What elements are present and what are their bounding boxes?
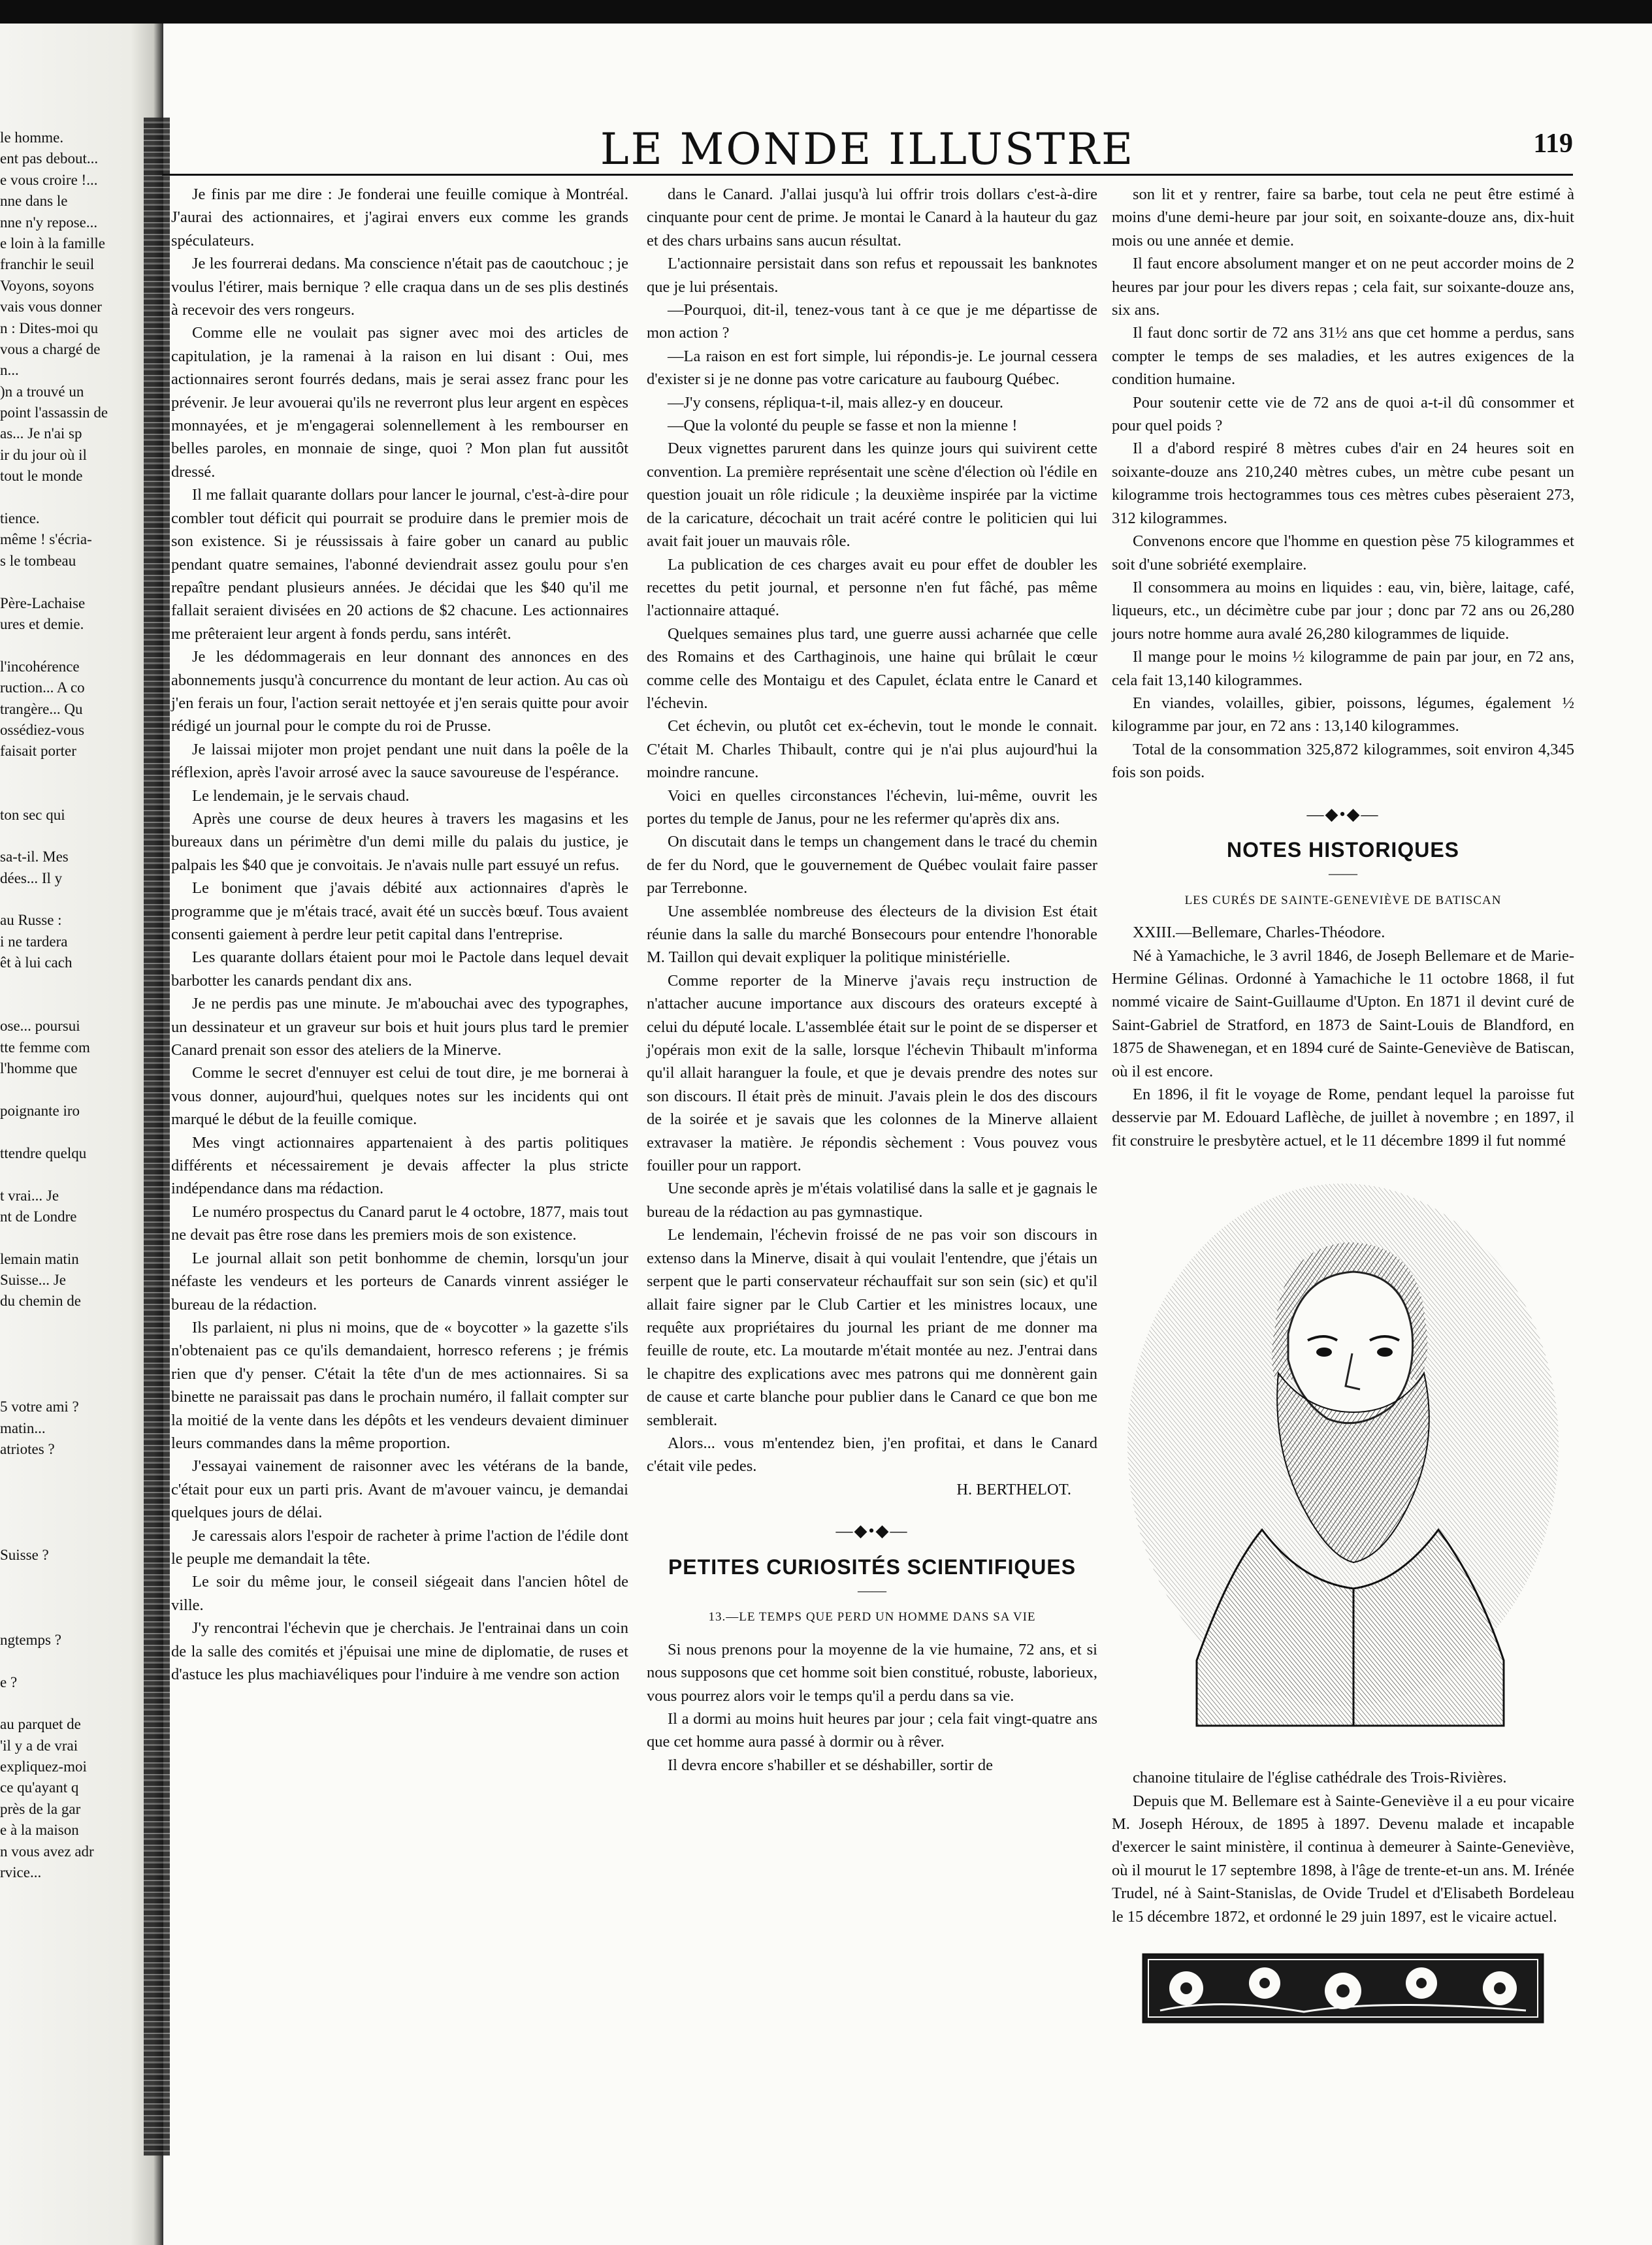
fragment-line: Voyons, soyons [0,277,94,294]
paragraph: Je laissai mijoter mon projet pendant une nuit dans la poêle de la réflexion, après l'avoir arrosé avec la sauce savoureuse de l'espérance. [171,740,628,782]
article-column-1 [171,183,628,1686]
paragraph: J'essayai vainement de raisonner avec les vétérans de la bande, c'était pour eux un parti pris. Avant de m'avouer vaincu, je demandai quelques jours de délai. [171,1457,628,1522]
curiosites-body [647,1638,1097,1777]
fragment-line: atriotes ? [0,1441,55,1458]
fragment-line: l'incohérence [0,658,80,675]
title-rule: —— [858,1581,886,1598]
paragraph: Voici en quelles circonstances l'échevin, lui-même, ouvrit les portes du temple de Janus, pour ne les refermer qu'après dix ans. [647,786,1097,828]
fragment-line: ttendre quelqu [0,1144,87,1161]
fragment-line: e vous croire !... [0,171,98,188]
fragment-line [0,1122,157,1142]
page-top-edge [0,0,1652,24]
paragraph: Il a d'abord respiré 8 mètres cubes d'air en 24 heures soit en soixante-douze ans 210,240 mètres cubes, un mètre cube pesant un kilogramme trois hectogrammes tous ces mètres cubes pèseraient 273, 312 kilogrammes. [1112,440,1574,527]
fragment-line: nne n'y repose... [0,214,98,231]
paragraph: Comme reporter de la Minerve j'avais reçu instruction de n'attacher aucune importance aux discours des orateurs excepté à celui du député locale. L'assemblée était sur le point de se disperser et j'opérais mon exit de la salle, lorsque l'échevin Thibault m'informa qu'il allait haranguer la foule, et que je devais prendre des notes sur son discours. Il était près de minuit. J'avais plein le dos des discours de la soirée et je savais que les colonnes de la Minerve allaient extravaser la matière. Je répondis sèchement : Vous pouvez vous fouiller pour un rapport. [647,971,1097,1175]
fragment-line: le homme. [0,129,64,146]
paragraph: Convenons encore que l'homme en question pèse 75 kilogrammes et soit d'une sobriété exemplaire. [1112,532,1574,573]
fragment-line [0,1080,157,1101]
fragment-line: Suisse... Je [0,1272,66,1289]
fragment-line: ent pas debout... [0,150,99,167]
fragment-line: poignante iro [0,1102,80,1119]
section-ornament: —◆•◆— [1306,804,1380,824]
paragraph: Il consommera au moins en liquides : eau, vin, bière, laitage, café, liqueurs, etc., un décimètre cube par jour ; donc par 72 ans ou 26,280 jours notre homme aura avalé 26,280 kilogrammes de liquide. [1112,578,1574,643]
curiosites-continuation [1112,183,1574,784]
paragraph: Le boniment que j'avais débité aux actionnaires d'après le programme que je m'étais tracé, avait été un succès bœuf. Tous avaient consenti gaiement à perdre leur petit capital dans l'entreprise. [171,879,628,943]
article-continuation [647,183,1097,1478]
paragraph: Né à Yamachiche, le 3 avril 1846, de Joseph Bellemare et de Marie-Hermine Gélinas. Ordonné à Yamachiche le 11 octobre 1868, il fut nommé vicaire de Saint-Guillaume d'Upton. En 1871 il devint curé de Saint-Gabriel de Stratford, en 1873 de Saint-Louis de Blandford, en 1875 de Shawenegan, et en 1894 curé de Sainte-Geneviève de Batiscan, où il est encore. [1112,946,1574,1080]
paragraph: Comme elle ne voulait pas signer avec moi des articles de capitulation, je la ramenai à la raison en lui disant : Oui, mes actionnaires seront fourrés dedans, mais je serai assez franc pour les prévenir. Je leur avouerai qu'ils ne reverront plus leur argent en espèces monnayées, et je m'engagerai solennellement à les rembourser en belles paroles, en monnaie de singe, quoi ? Mon plan fut aussitôt dressé. [171,324,628,481]
fragment-line: matin... [0,1419,46,1436]
fragment-line: ose... poursui [0,1018,80,1035]
fragment-line: as... Je n'ai sp [0,425,82,442]
fragment-line: 'il y a de vrai [0,1737,78,1754]
fragment-line: Suisse ? [0,1547,49,1564]
paragraph: Une assemblée nombreuse des électeurs de la division Est était réunie dans la salle du marché Bonsecours pour entendre l'honorable M. Taillon qui devait expliquer la politique ministérielle. [647,902,1097,967]
fragment-line: ce qu'ayant q [0,1779,79,1796]
fragment-line [0,1461,157,1481]
fragment-line [0,826,157,847]
fragment-line: s le tombeau [0,552,76,569]
paragraph: En viandes, volailles, gibier, poissons, légumes, également ½ kilogramme par jour, en 72 ans : 13,140 kilogrammes. [1112,694,1574,735]
notes-body-continued [1112,1766,1574,1928]
fragment-line [0,1164,157,1185]
fragment-line: ir du jour où il [0,446,87,463]
fragment-line [0,1651,157,1672]
fragment-line [0,1355,157,1376]
section-subtitle: 13.—LE TEMPS QUE PERD UN HOMME DANS SA VIE [708,1610,1036,1624]
fragment-line [0,572,157,592]
paragraph: Il mange pour le moins ½ kilogramme de pain par jour, en 72 ans, cela fait 13,140 kilogrammes. [1112,648,1574,689]
paragraph: L'actionnaire persistait dans son refus et repoussait les banknotes que je lui présentais. [647,255,1097,296]
fragment-line: rvice... [0,1864,42,1881]
paragraph: On discutait dans le temps un changement dans le tracé du chemin de fer du Nord, que le gouvernement de Québec voulait faire passer par Terrebonne. [647,833,1097,897]
fragment-line: dées... Il y [0,869,63,886]
fragment-line: 5 votre ami ? [0,1398,79,1415]
section-title-curiosites: PETITES CURIOSITÉS SCIENTIFIQUES [668,1555,1077,1579]
paragraph: Le journal allait son petit bonhomme de chemin, lorsqu'un jour néfaste les vendeurs et les porteurs de Canards vinrent assiéger le bureau de la rédaction. [171,1249,628,1314]
title-rule: —— [1329,865,1357,882]
fragment-line: n... [0,362,19,379]
fragment-line: i ne tardera [0,933,68,950]
fragment-line: )n a trouvé un [0,383,84,400]
fragment-line: vais vous donner [0,299,102,315]
fragment-line: près de la gar [0,1800,81,1817]
fragment-line [0,635,157,656]
fragment-line [0,1312,157,1333]
paragraph: Il faut encore absolument manger et on ne peut accorder moins de 2 heures par jour pour les divers repas ; cela fait, sur soixante-douze ans, six ans. [1112,255,1574,319]
paragraph: son lit et y rentrer, faire sa barbe, tout cela ne peut être estimé à moins d'une demi-heure par jour soit, en soixante-douze ans, dix-huit mois ou une année et demie. [1112,186,1574,250]
masthead-rule [162,174,1573,176]
paragraph: Les quarante dollars étaient pour moi le Pactole dans lequel devait barbotter les canards pendant dix ans. [171,948,628,990]
fragment-line [0,783,157,804]
fragment-line: e loin à la famille [0,234,105,251]
author-signature: H. BERTHELOT. [956,1480,1071,1498]
book-binding-shadow [144,118,170,2156]
fragment-line: faisait porter [0,743,76,760]
fragment-line: vous a chargé de [0,340,101,357]
fragment-line: Père-Lachaise [0,594,86,611]
paragraph: Il me fallait quarante dollars pour lancer le journal, c'est-à-dire pour combler tout déficit qui pourrait se produire dans le premier mois de son existence. Si je réussissais à faire gober un canard au public pendant quatre semaines, l'abonné deviendrait assez goulu pour s'en repaître pendant plusieurs années. Je décidai que les $40 qu'il me fallait seraient divisées en 20 actions de $2 chacune. Les actionnaires me prêteraient leur argent à fonds perdu, sans intérêt. [171,486,628,643]
fragment-line: franchir le seuil [0,256,95,273]
paragraph: Après une course de deux heures à travers les magasins et les bureaux dans un périmètre d'un demi mille du palais du justice, je palpais les $40 que je convoitais. Je n'avais nulle part essuyé un refus. [171,809,628,874]
paragraph: Le soir du même jour, le conseil siégeait dans l'ancien hôtel de ville. [171,1573,628,1614]
fragment-line: e à la maison [0,1822,79,1839]
paragraph: Depuis que M. Bellemare est à Sainte-Geneviève il a eu pour vicaire M. Joseph Héroux, de 1895 à 1897. Devenu malade et incapable d'exercer le saint ministère, il continua à demeurer à Sainte-Geneviève, où il mourut le 17 septembre 1898, à l'âge de trente-et-un ans. M. Irénée Trudel, né à Saint-Stanislas, de Ovide Trudel et d'Elisabeth Bordeleau le 15 décembre 1872, et ordonné le 29 juin 1897, est le vicaire actuel. [1112,1792,1574,1926]
fragment-line: ngtemps ? [0,1631,61,1648]
fragment-line [0,762,157,783]
fragment-line [0,1502,157,1523]
fragment-line: lemain matin [0,1250,79,1267]
fragment-line [0,1227,157,1248]
adjacent-page-fragment [0,127,157,1883]
fragment-line: n vous avez adr [0,1843,94,1860]
masthead [162,124,1573,172]
paragraph: Le lendemain, l'échevin froissé de ne pas voir son discours in extenso dans la Minerve, disait à qui voulait l'entendre, que j'étais un serpent que le parti conservateur réchauffait sur son sein (sic) et qu'il allait faire signer par le Club Cartier et les ministres locaux, une requête aux propriétaires du journal les priant de me donner ma feuille de route, etc. La moutarde m'était montée au nez. J'entrai dans le chapitre des explications avec mes patrons qui me donnèrent gain de cause et carte blanche pour publier dans le Canard ce que bon me semblerait. [647,1226,1097,1429]
fragment-line [0,889,157,910]
section-title-notes: NOTES HISTORIQUES [1226,837,1459,862]
section-subtitle: LES CURÉS DE SAINTE-GENEVIÈVE DE BATISCAN [1184,893,1502,907]
paragraph: dans le Canard. J'allai jusqu'à lui offrir trois dollars c'est-à-dire cinquante pour cent de prime. Je montai le Canard à la hauteur du gaz et des chars urbains sans aucun résultat. [647,186,1097,250]
paragraph: Il faut donc sortir de 72 ans 31½ ans que cet homme a perdus, sans compter le temps de ses maladies, et les autres exigences de la condition humaine. [1112,324,1574,389]
section-ornament: —◆•◆— [835,1521,909,1541]
fragment-line: même ! s'écria- [0,531,92,548]
fragment-line: ton sec qui [0,806,65,823]
paragraph: Je les fourrerai dedans. Ma conscience n'était pas de caoutchouc ; je voulus l'étirer, mais bernique ? elle craqua dans un de ses plis destinés à recevoir des vers rongeurs. [171,255,628,319]
paragraph: Deux vignettes parurent dans les quinze jours qui suivirent cette convention. La première représentait une scène d'élection où l'édile en question jouait un rôle ridicule ; la deuxième inspirée par la victime de la caricature, décochait un trait acéré contre le politicien qui lui avait fait jouer un mauvais rôle. [647,440,1097,551]
fragment-line: ossédiez-vous [0,721,85,738]
fragment-line: t vrai... Je [0,1187,59,1204]
fragment-line [0,1481,157,1502]
fragment-line [0,1524,157,1545]
fragment-line: nt de Londre [0,1208,77,1225]
fragment-line [0,1376,157,1397]
paragraph: Je les dédommagerais en leur donnant des annonces en des abonnements jusqu'à concurrence du montant de leur action. Au cas où j'en ferais un four, l'action serait nettoyée et j'en serais quitte pour avoir rédigé un journal pour le compte du roi de Prusse. [171,648,628,735]
fragment-line: au Russe : [0,912,62,929]
paragraph: Je finis par me dire : Je fonderai une feuille comique à Montréal. J'aurai des actionnaires, et j'agirai envers eux comme les grands spéculateurs. [171,186,628,250]
fragment-line [0,974,157,995]
fragment-line: ures et demie. [0,615,84,632]
paragraph: Cet échevin, ou plutôt cet ex-échevin, tout le monde le connait. C'était M. Charles Thibault, contre qui je n'ai plus aujourd'hui la moindre rancune. [647,717,1097,782]
fragment-line: tte femme com [0,1039,90,1056]
paragraph: —J'y consens, répliqua-t-il, mais allez-y en douceur. [668,393,1003,412]
fragment-line: ruction... A co [0,679,85,696]
fragment-line [0,1333,157,1354]
fragment-line: sa-t-il. Mes [0,848,69,865]
paragraph: Pour soutenir cette vie de 72 ans de quoi a-t-il dû consommer et pour quel poids ? [1112,393,1574,435]
fragment-line: expliquez-moi [0,1758,87,1775]
paragraph: Je ne perdis pas une minute. Je m'abouchai avec des typographes, un dessinateur et un graveur sur bois et huit jours plus tard le premier Canard prenait son essor des ateliers de la Minerve. [171,995,628,1059]
fragment-line [0,1566,157,1587]
paragraph: —Pourquoi, dit-il, tenez-vous tant à ce que je me départisse de mon action ? [647,301,1097,342]
fragment-line [0,1608,157,1629]
paragraph: En 1896, il fit le voyage de Rome, pendant lequel la paroisse fut desservie par M. Edouard Laflèche, de juillet à novembre ; en 1897, il fit construire le presbytère actuel, et le 11 décembre 1899 il fut nommé [1112,1086,1574,1150]
paragraph: Si nous prenons pour la moyenne de la vie humaine, 72 ans, et si nous supposons que cet homme soit bien constitué, robuste, laborieux, vous pourrez alors voir le temps qu'il a perdu dans sa vie. [647,1640,1097,1705]
paragraph: Le numéro prospectus du Canard parut le 4 octobre, 1877, mais tout ne devait pas être rose dans les premiers mois de son existence. [171,1203,628,1244]
paragraph: Le lendemain, je le servais chaud. [192,786,410,805]
floral-tailpiece-icon [1141,1952,1546,2025]
paragraph: Il a dormi au moins huit heures par jour ; cela fait vingt-quatre ans que cet homme aura passé à dormir ou à rêver. [647,1710,1097,1751]
fragment-line: êt à lui cach [0,954,73,971]
article-column-2 [647,183,1097,1777]
fragment-line: point l'assassin de [0,404,108,421]
paragraph: —La raison en est fort simple, lui répondis-je. Le journal cessera d'exister si je ne donne pas votre caricature au faubourg Québec. [647,347,1097,389]
paragraph: Comme le secret d'ennuyer est celui de tout dire, je me bornerai à vous donner, aujourd'hui, quelques notes sur les incidents qui ont marqué le début de la feuille comique. [171,1064,628,1129]
paragraph: Il devra encore s'habiller et se déshabiller, sortir de [668,1756,993,1774]
fragment-line: tout le monde [0,468,83,485]
paragraph: Ils parlaient, ni plus ni moins, que de « boycotter » la gazette s'ils n'obtenaient pas ce qu'ils demandaient, horresco referens ; je frémis rien que d'y penser. C'était la tête d'un de mes actionnaires. Si sa binette ne paraissait pas dans le prochain numéro, il fallait compter sur la moitié de la vente dans les dépôts et les vendeurs devaient diminuer leurs commandes dans la même proportion. [171,1318,628,1452]
fragment-line [0,995,157,1016]
publication-title: LE MONDE ILLUSTRE [600,124,1135,174]
portrait-engraving-icon [1112,1164,1574,1752]
page-number: 119 [1533,129,1573,159]
fragment-line: trangère... Qu [0,700,83,717]
fragment-line [0,487,157,508]
paragraph: Quelques semaines plus tard, une guerre aussi acharnée que celle des Romains et des Carthaginois, une haine qui brûlait le cœur comme celle des Montaigu et des Capulet, éclata entre le Canard et l'échevin. [647,624,1097,712]
paragraph: La publication de ces charges avait eu pour effet de doubler les recettes du petit journal, et personne n'en fut fâché, pas même l'actionnaire attaqué. [647,555,1097,620]
fragment-line [0,1693,157,1714]
paragraph: —Que la volonté du peuple se fasse et non la mienne ! [668,417,1018,435]
notes-body [1112,921,1574,1152]
paragraph: Une seconde après je m'étais volatilisé dans la salle et je gagnais le bureau de la rédaction au pas gymnastique. [647,1180,1097,1221]
paragraph: Alors... vous m'entendez bien, j'en profitai, et dans le Canard c'était vile pedes. [647,1434,1097,1476]
fragment-line: nne dans le [0,193,68,210]
paragraph: Je caressais alors l'espoir de racheter à prime l'action de l'édile dont le peuple me demandait la tête. [171,1526,628,1568]
article-column-3 [1112,183,1574,2025]
fragment-line: tience. [0,510,40,527]
paragraph: Total de la consommation 325,872 kilogrammes, soit environ 4,345 fois son poids. [1112,740,1574,782]
fragment-line: l'homme que [0,1060,78,1077]
paragraph: XXIII.—Bellemare, Charles-Théodore. [1133,924,1385,942]
fragment-line [0,1587,157,1608]
paragraph: Mes vingt actionnaires appartenaient à des partis politiques différents et nécessairement je devais affecter la plus stricte indépendance dans ma rédaction. [171,1133,628,1198]
fragment-line: du chemin de [0,1293,81,1310]
paragraph: chanoine titulaire de l'église cathédrale des Trois-Rivières. [1133,1769,1507,1787]
fragment-line: au parquet de [0,1716,81,1733]
fragment-line: e ? [0,1673,18,1690]
paragraph: J'y rencontrai l'échevin que je cherchais. Je l'entrainai dans un coin de la salle des comités et j'épuisai une mine de diplomatie, de ruses et d'astuce les plus machiavéliques pour l'induire à me vendre son action [171,1619,628,1683]
fragment-line: n : Dites-moi qu [0,319,99,336]
